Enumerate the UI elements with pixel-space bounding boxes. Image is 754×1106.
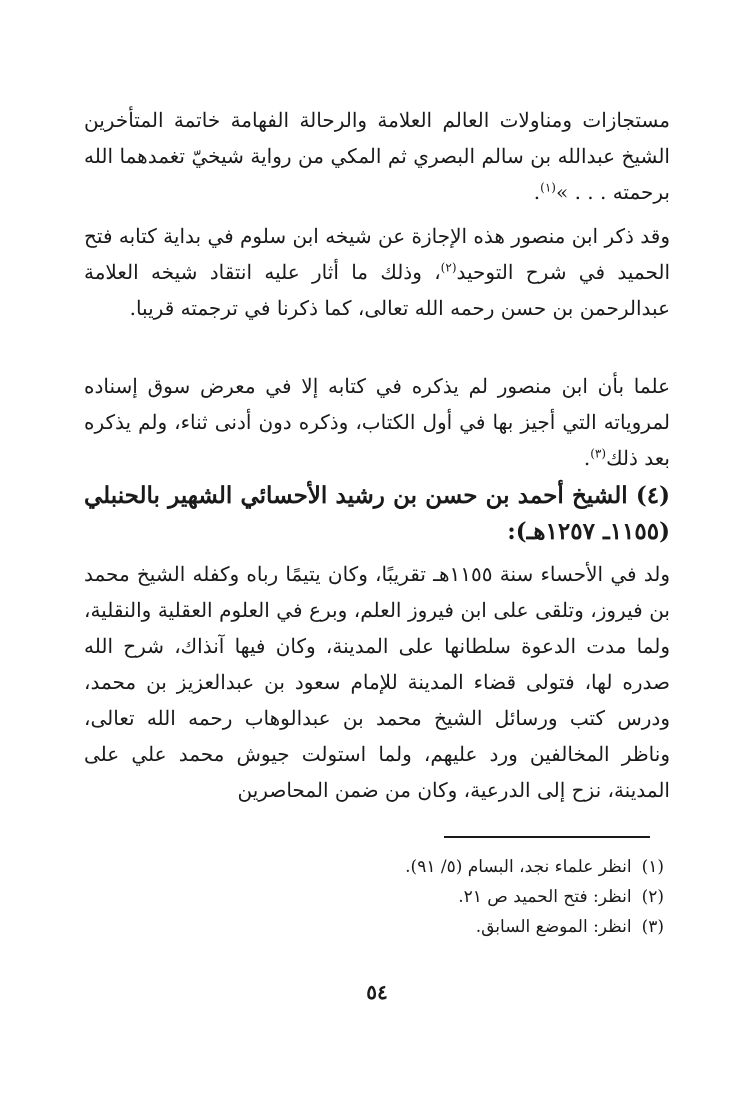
paragraph-2-text-b: ، وذلك ما أثار عليه انتقاد شيخه العلامة عبدالرحمن بن حسن رحمه الله تعالى، كما ذكرنا في ترجمته قريبا. — [84, 260, 670, 320]
footnote-1-text: انظر علماء نجد، البسام (٥/ ٩١). — [405, 857, 632, 877]
footnote-separator — [444, 836, 650, 838]
footnote-3-number: (٣) — [641, 917, 664, 937]
paragraph-3-end: . — [583, 446, 591, 470]
footnotes-list — [84, 852, 664, 942]
footnote-3 — [84, 912, 664, 942]
footnote-ref-2[interactable]: (٢) — [440, 260, 457, 275]
footnote-3-text: انظر: الموضع السابق. — [475, 917, 632, 937]
paragraph-1 — [84, 102, 670, 210]
paragraph-2-text-a: وقد ذكر ابن منصور هذه الإجازة عن شيخه ابن سلوم في بداية كتابه فتح الحميد في شرح التوحيد — [84, 224, 671, 284]
footnote-ref-1[interactable]: (١) — [540, 180, 556, 195]
paragraph-1-end: . — [533, 180, 541, 204]
paragraph-1-text: مستجازات ومناولات العالم العلامة والرحالة الفهامة خاتمة المتأخرين الشيخ عبدالله بن سالم البصري ثم المكي من رواية شيخيّ تغمدهما الله برحمته . . . » — [84, 108, 670, 204]
paragraph-3 — [84, 368, 670, 476]
page-number: ٥٤ — [366, 980, 388, 1004]
footnote-2 — [84, 882, 664, 912]
footnote-2-number: (٢) — [641, 887, 664, 907]
paragraph-4: ولد في الأحساء سنة ١١٥٥هـ تقريبًا، وكان يتيمًا رباه وكفله الشيخ محمد بن فيروز، وتلقى على ابن فيروز العلم، وبرع في العلوم العقلية والنقلية، ولما مدت الدعوة سلطانها على المدينة، وكان فيها آنذاك، شرح الله صدره لها، فتولى قضاء المدينة للإمام سعود بن عبدالعزيز بن محمد، ودرس كتب ورسائل الشيخ محمد بن عبدالوهاب رحمه الله تعالى، وناظر المخالفين ورد عليهم، ولما استولت جيوش محمد علي على المدينة، نزح إلى الدرعية، وكان من ضمن المحاصرين — [84, 562, 671, 802]
footnote-1 — [84, 852, 664, 882]
footnote-1-number: (١) — [641, 857, 664, 877]
paragraph-2 — [84, 218, 670, 326]
footnote-2-text: انظر: فتح الحميد ص ٢١. — [458, 887, 632, 907]
section-heading: (٤) الشيخ أحمد بن حسن بن رشيد الأحسائي الشهير بالحنبلي (١١٥٥ـ ١٢٥٧هـ): — [84, 482, 670, 545]
footnote-ref-3[interactable]: (٣) — [590, 446, 607, 461]
paragraph-3-text: علما بأن ابن منصور لم يذكره في كتابه إلا في معرض سوق إسناده لمروياته التي أجيز بها في أول الكتاب، وذكره دون أدنى ثناء، ولم يذكره بعد ذلك — [84, 374, 670, 470]
